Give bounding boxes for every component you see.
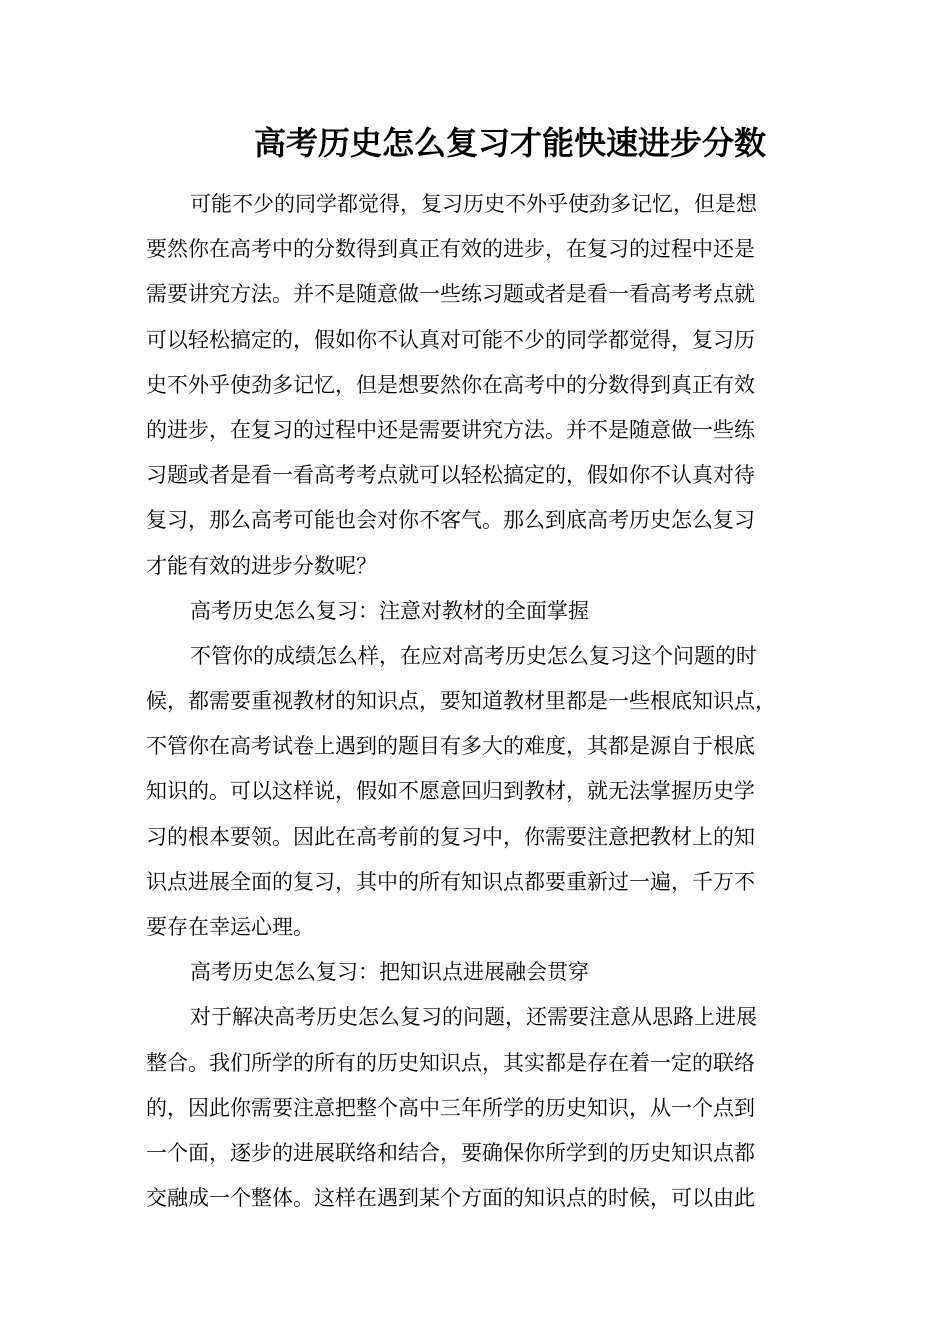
text-line: 一个面，逐步的进展联络和结合，要确保你所学到的历史知识点都 [146,1140,755,1165]
text-line: 需要讲究方法。并不是随意做一些练习题或者是看一看高考考点就 [146,282,755,307]
text-line: 不管你的成绩怎么样，在应对高考历史怎么复习这个问题的时 [190,643,757,668]
text-line: 习的根本要领。因此在高考前的复习中，你需要注意把教材上的知 [146,824,755,849]
text-line: 高考历史怎么复习：注意对教材的全面掌握 [190,598,589,623]
text-line: 要然你在高考中的分数得到真正有效的进步，在复习的过程中还是 [146,237,755,262]
text-line: 习题或者是看一看高考考点就可以轻松搞定的，假如你不认真对待 [146,463,755,488]
text-line: 可能不少的同学都觉得，复习历史不外乎使劲多记忆，但是想 [190,192,757,216]
text-line: 不管你在高考试卷上遇到的题目有多大的难度，其都是源自于根底 [146,734,755,759]
text-line: 高考历史怎么复习：把知识点进展融会贯穿 [190,960,589,985]
text-line: 的，因此你需要注意把整个高中三年所学的历史知识，从一个点到 [146,1095,755,1120]
document-body [146,182,810,1221]
text-line: 对于解决高考历史怎么复习的问题，还需要注意从思路上进展 [190,1005,757,1030]
text-line: 要存在幸运心理。 [146,915,314,939]
text-line: 史不外乎使劲多记忆，但是想要然你在高考中的分数得到真正有效 [146,372,755,397]
text-line: 复习，那么高考可能也会对你不客气。那么到底高考历史怎么复习 [146,508,755,533]
text-line: 可以轻松搞定的，假如你不认真对可能不少的同学都觉得，复习历 [146,327,755,352]
text-line: 交融成一个整体。这样在遇到某个方面的知识点的时候，可以由此 [146,1186,755,1211]
text-line: 的进步，在复习的过程中还是需要讲究方法。并不是随意做一些练 [146,417,755,442]
text-line: 整合。我们所学的所有的历史知识点，其实都是存在着一定的联络 [146,1050,755,1075]
text-line: 才能有效的进步分数呢？ [146,553,377,578]
text-line: 识点进展全面的复习，其中的所有知识点都要重新过一遍，千万不 [146,869,755,894]
text-line: 知识的。可以这样说，假如不愿意回归到教材，就无法掌握历史学 [146,779,755,804]
text-line: 候，都需要重视教材的知识点，要知道教材里都是一些根底知识点， [146,689,776,714]
document-title: 高考历史怎么复习才能快速进步分数 [253,124,766,162]
